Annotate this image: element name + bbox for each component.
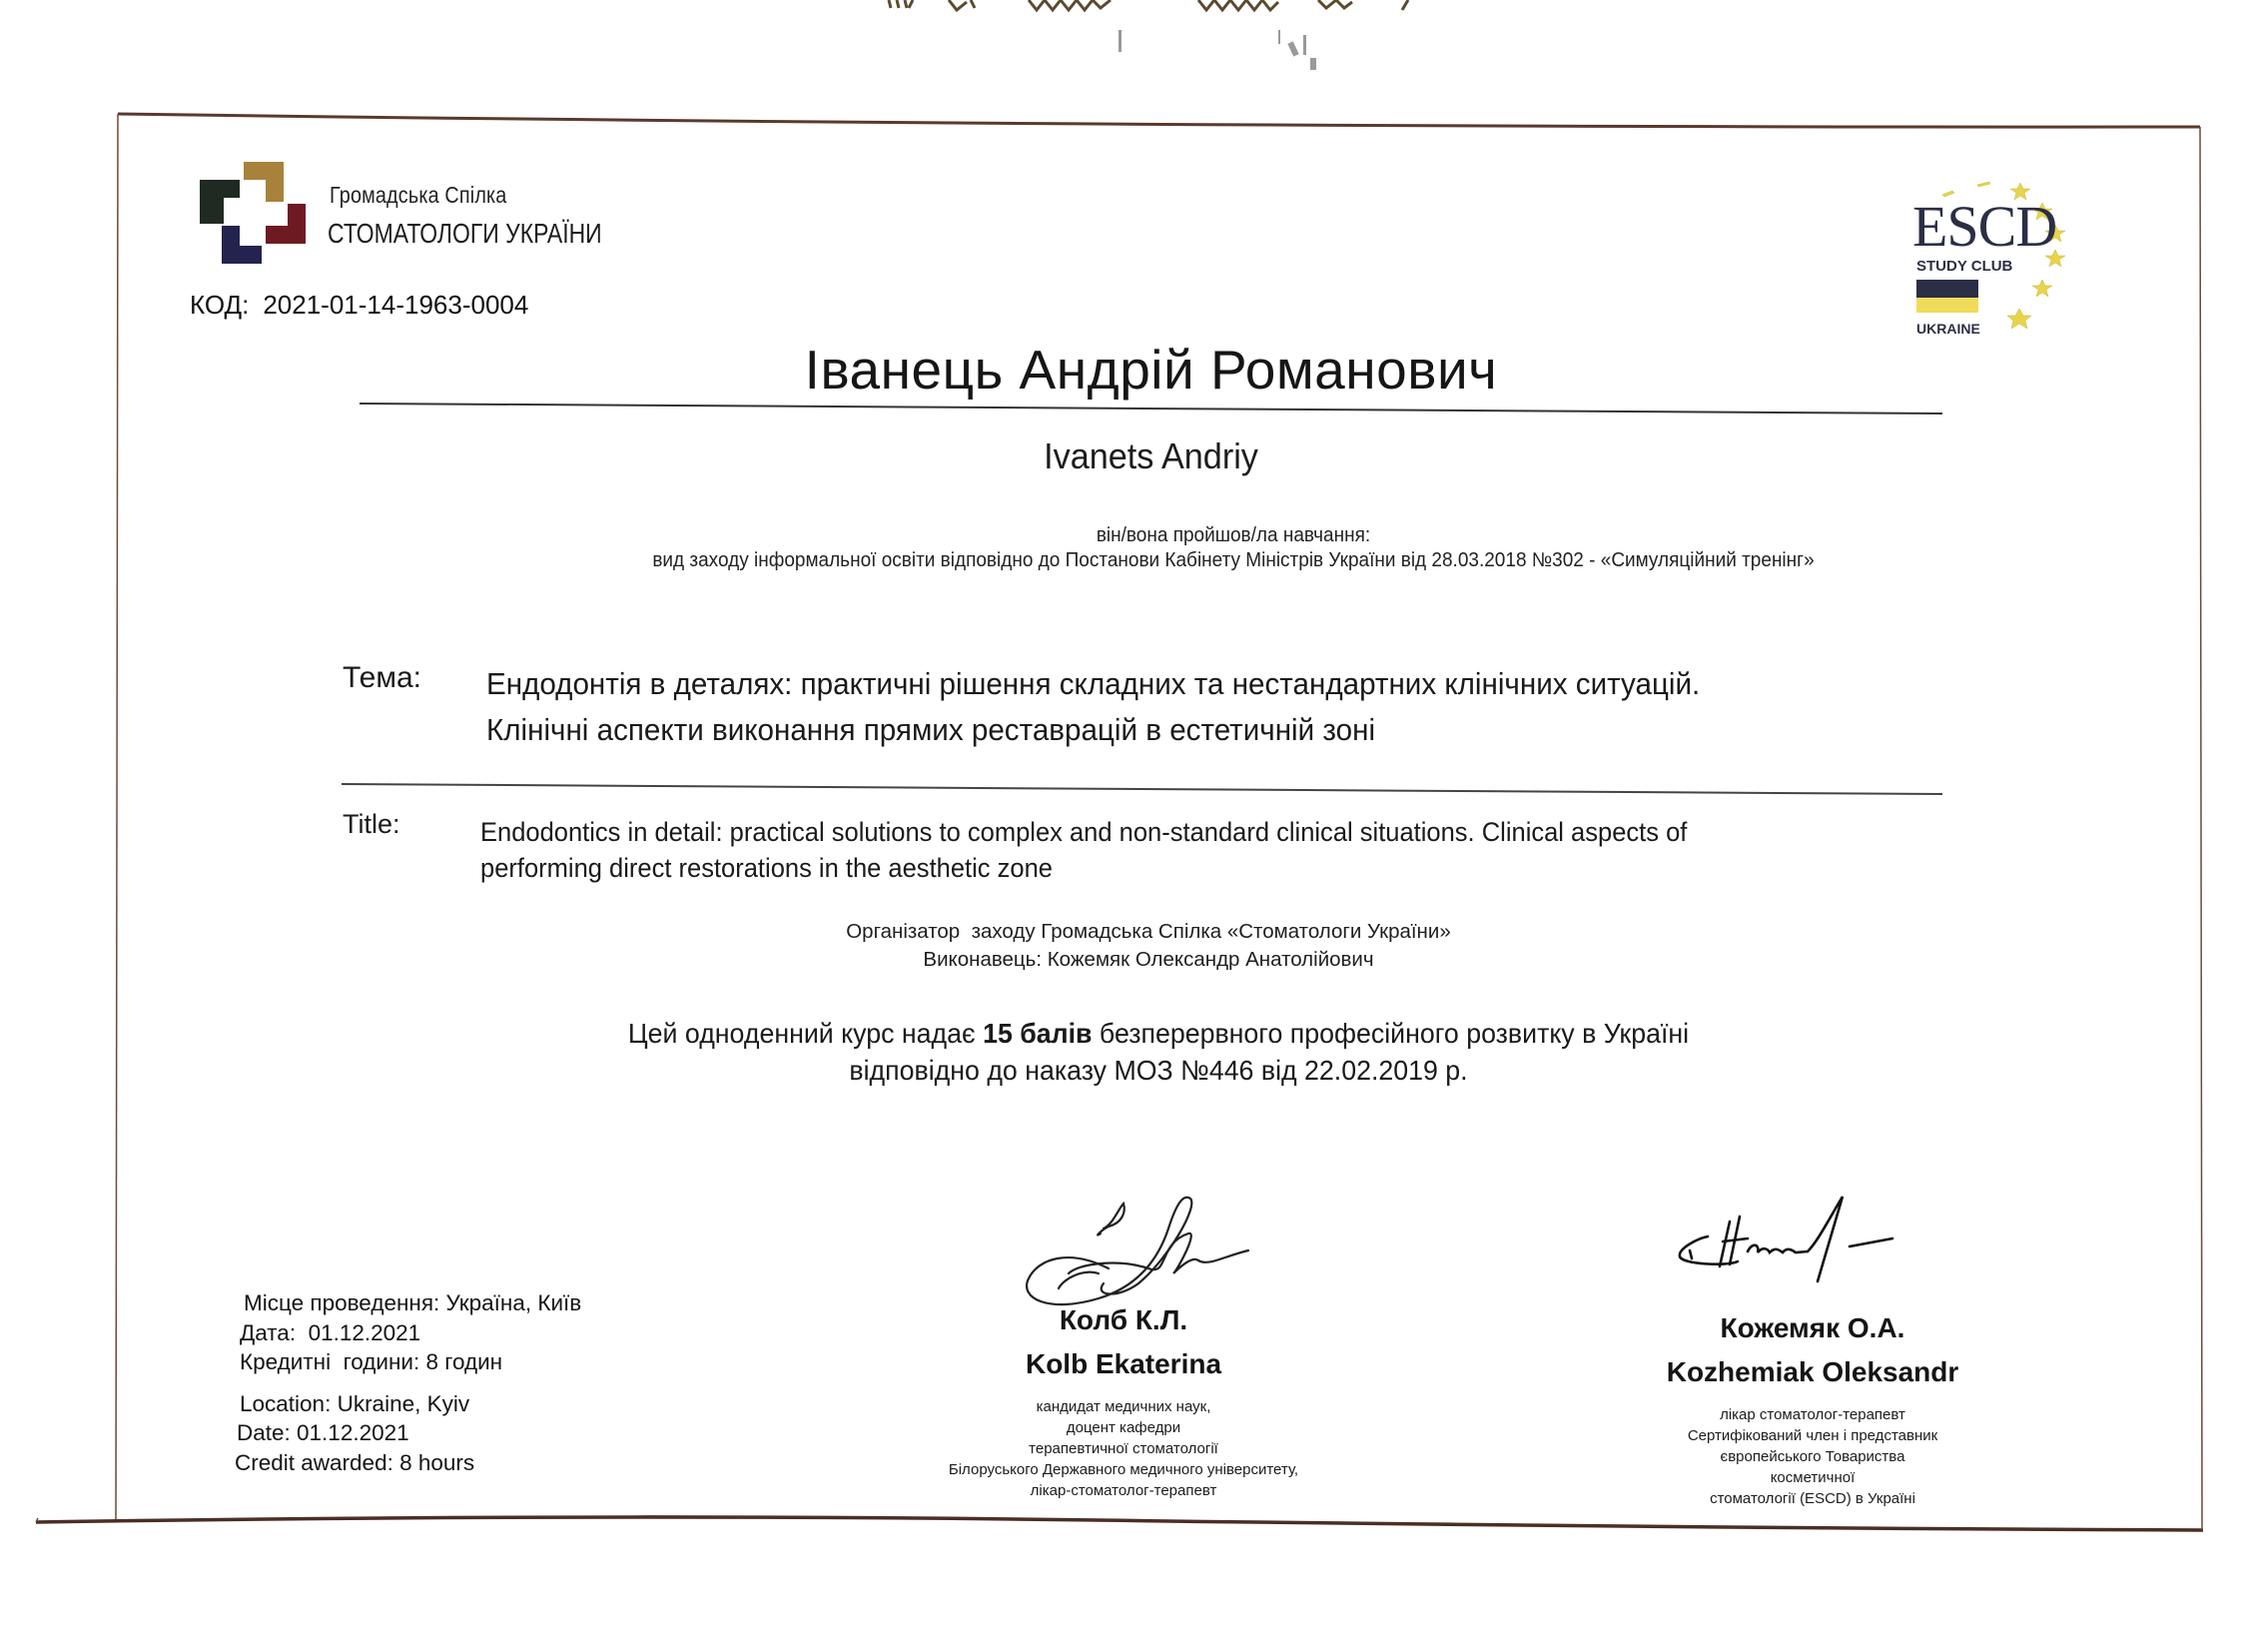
signer-kolb xyxy=(879,1298,1368,1501)
topic-label: Тема: xyxy=(343,661,421,694)
signer-name-en: Kolb Ekaterina xyxy=(1025,1348,1222,1379)
location-ua: Місце проведення: Україна, Київ xyxy=(244,1290,582,1315)
hours-ua: Кредитні години: 8 годин xyxy=(240,1349,503,1374)
hours-en: Credit awarded: 8 hours xyxy=(235,1449,475,1475)
signer-name-en: Kozhemiak Oleksandr xyxy=(1666,1356,1959,1387)
credit-prefix: Цей одноденний курс надає xyxy=(627,1018,984,1049)
topic-divider xyxy=(342,784,1942,794)
logo-block-navy xyxy=(222,226,262,264)
signer-kozhemiak xyxy=(1598,1306,2027,1509)
date-ua: Дата: 01.12.2021 xyxy=(240,1319,421,1345)
signer-position-line: кандидат медичних наук, xyxy=(1036,1398,1211,1415)
signer-name-ua: Кожемяк О.А. xyxy=(1720,1312,1905,1343)
topic-line1: Ендодонтія в деталях: практичні рішення складних та нестандартних клінічних ситуацій. xyxy=(486,666,1701,701)
signer-position-line: європейського Товариства xyxy=(1720,1448,1905,1465)
organizer-block xyxy=(699,918,1598,974)
performer-text: Виконавець: Кожемяк Олександр Анатолійович xyxy=(923,948,1374,971)
event-details xyxy=(235,1288,582,1477)
escd-subtitle: STUDY CLUB xyxy=(1916,258,2013,275)
title-text xyxy=(480,814,1877,886)
signer-name-ua: Колб К.Л. xyxy=(1059,1304,1188,1335)
logo-block-gold xyxy=(244,162,284,202)
cross-logo-icon xyxy=(200,162,306,264)
escd-country: UKRAINE xyxy=(1916,321,1980,337)
signer-position xyxy=(1598,1404,2027,1509)
escd-title: ESCD xyxy=(1912,194,2057,259)
signature-kozhemiak-icon xyxy=(1668,1177,1907,1286)
signer-position-line: косметичної xyxy=(1770,1469,1856,1486)
signer-position-line: лікар-стоматолог-терапевт xyxy=(1030,1482,1217,1499)
credit-suffix: безперервного професійного розвитку в Україні xyxy=(1092,1018,1690,1049)
signer-position-line: стоматології (ESCD) в Україні xyxy=(1710,1490,1915,1507)
education-type-statement: вид заходу інформальної освіти відповідно до Постанови Кабінету Міністрів України від 28.03.2018 №302 - «Симуляційний тренінг» xyxy=(652,549,1815,571)
signer-position-line: терапевтичної стоматології xyxy=(1029,1440,1218,1457)
signer-position-line: доцент кафедри xyxy=(1066,1419,1181,1436)
credit-line2: відповідно до наказу МОЗ №446 від 22.02.2019 р. xyxy=(849,1055,1468,1086)
certificate-code xyxy=(190,290,528,321)
logo-block-red xyxy=(266,204,306,244)
signer-position xyxy=(879,1396,1368,1501)
date-en: Date: 01.12.2021 xyxy=(237,1420,409,1445)
escd-logo xyxy=(1902,165,2117,345)
completion-statement: він/вона пройшов/ла навчання: xyxy=(1096,524,1371,546)
title-line2: performing direct restorations in the aesthetic zone xyxy=(480,853,1053,883)
signature-kolb-icon xyxy=(1009,1169,1268,1318)
organization-name-line1: Громадська Спілка xyxy=(330,182,507,208)
recipient-name-ua: Іванець Андрій Романович xyxy=(804,339,1498,401)
title-label: Title: xyxy=(343,809,400,839)
topic-line2: Клінічні аспекти виконання прямих реставрацій в естетичній зоні xyxy=(486,712,1376,747)
organizer-text: Організатор заходу Громадська Спілка «Стоматологи України» xyxy=(846,920,1451,943)
logo-block-green xyxy=(200,180,240,224)
title-line1: Endodontics in detail: practical solutions to complex and non-standard clinical situations. Clinical aspects of xyxy=(480,817,1688,847)
name-divider xyxy=(360,404,1942,413)
code-label: КОД: xyxy=(190,290,250,320)
topic-text xyxy=(486,661,1897,753)
signer-position-line: лікар стоматолог-терапевт xyxy=(1720,1406,1905,1423)
ukraine-flag-icon xyxy=(1916,280,1978,316)
recipient-name-en: Ivanets Andriy xyxy=(1044,435,1258,476)
location-en: Location: Ukraine, Kyiv xyxy=(240,1390,470,1416)
code-value: 2021-01-14-1963-0004 xyxy=(263,290,529,320)
signer-position-line: Сертифікований член і представник xyxy=(1687,1427,1938,1444)
organization-name-line2: СТОМАТОЛОГИ УКРАЇНИ xyxy=(328,218,602,249)
credit-points: 15 балів xyxy=(983,1018,1093,1049)
signer-position-line: Білоруського Державного медичного університету, xyxy=(948,1461,1299,1478)
credit-statement xyxy=(491,1015,1827,1089)
